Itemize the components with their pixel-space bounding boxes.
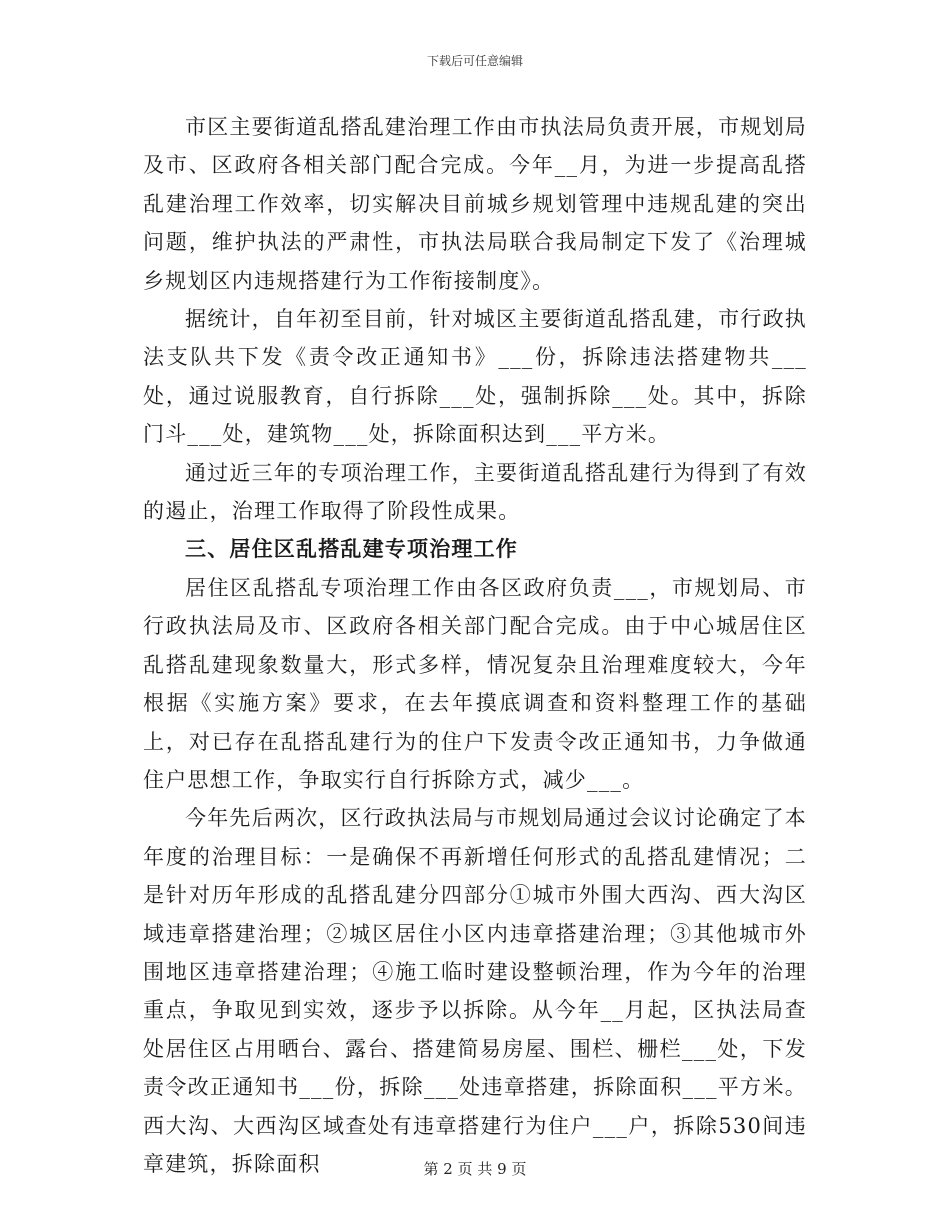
paragraph-residential: 居住区乱搭乱专项治理工作由各区政府负责___，市规划局、市行政执法局及市、区政府各相关部门配合完成。由于中心城居住区乱搭乱建现象数量大，形式多样，情况复杂且治理难度较大，今年根据《实施方案》要求，在去年摸底调查和资料整理工作的基础上，对已存在乱搭乱建行为的住户下发责令改正通知书，力争做通住户思想工作，争取实行自行拆除方式，减少___。 [143, 575, 807, 792]
page-number: 第 2 页 共 9 页 [423, 1160, 527, 1178]
paragraph-street-governance: 市区主要街道乱搭乱建治理工作由市执法局负责开展，市规划局及市、区政府各相关部门配合完成。今年__月，为进一步提高乱搭乱建治理工作效率，切实解决目前城乡规划管理中违规乱建的突出问题，维护执法的严肃性，市执法局联合我局制定下发了《治理城乡规划区内违规搭建行为工作衔接制度》。 [143, 115, 807, 293]
document-body [143, 108, 807, 1183]
paragraph-results: 通过近三年的专项治理工作，主要街道乱搭乱建行为得到了有效的遏止，治理工作取得了阶段性成果。 [143, 460, 807, 524]
header-note: 下载后可任意编辑 [426, 54, 523, 68]
paragraph-statistics: 据统计，自年初至目前，针对城区主要街道乱搭乱建，市行政执法支队共下发《责令改正通知书》___份，拆除违法搭建物共___处，通过说服教育，自行拆除___处，强制拆除___处。其中，拆除门斗___处，建筑物___处，拆除面积达到___平方米。 [143, 307, 807, 447]
paragraph-targets: 今年先后两次，区行政执法局与市规划局通过会议讨论确定了本年度的治理目标：一是确保不再新增任何形式的乱搭乱建情况；二是针对历年形成的乱搭乱建分四部分①城市外围大西沟、西大沟区域违章搭建治理；②城区居住小区内违章搭建治理；③其他城市外围地区违章搭建治理；④施工临时建设整顿治理，作为今年的治理重点，争取见到实效，逐步予以拆除。从今年__月起，区执法局查处居住区占用晒台、露台、搭建简易房屋、围栏、栅栏___处，下发责令改正通知书___份，拆除___处违章搭建，拆除面积___平方米。西大沟、大西沟区域查处有违章搭建行为住户___户，拆除530间违章建筑，拆除面积 [143, 806, 807, 1176]
section-heading: 三、居住区乱搭乱建专项治理工作 [185, 537, 518, 562]
